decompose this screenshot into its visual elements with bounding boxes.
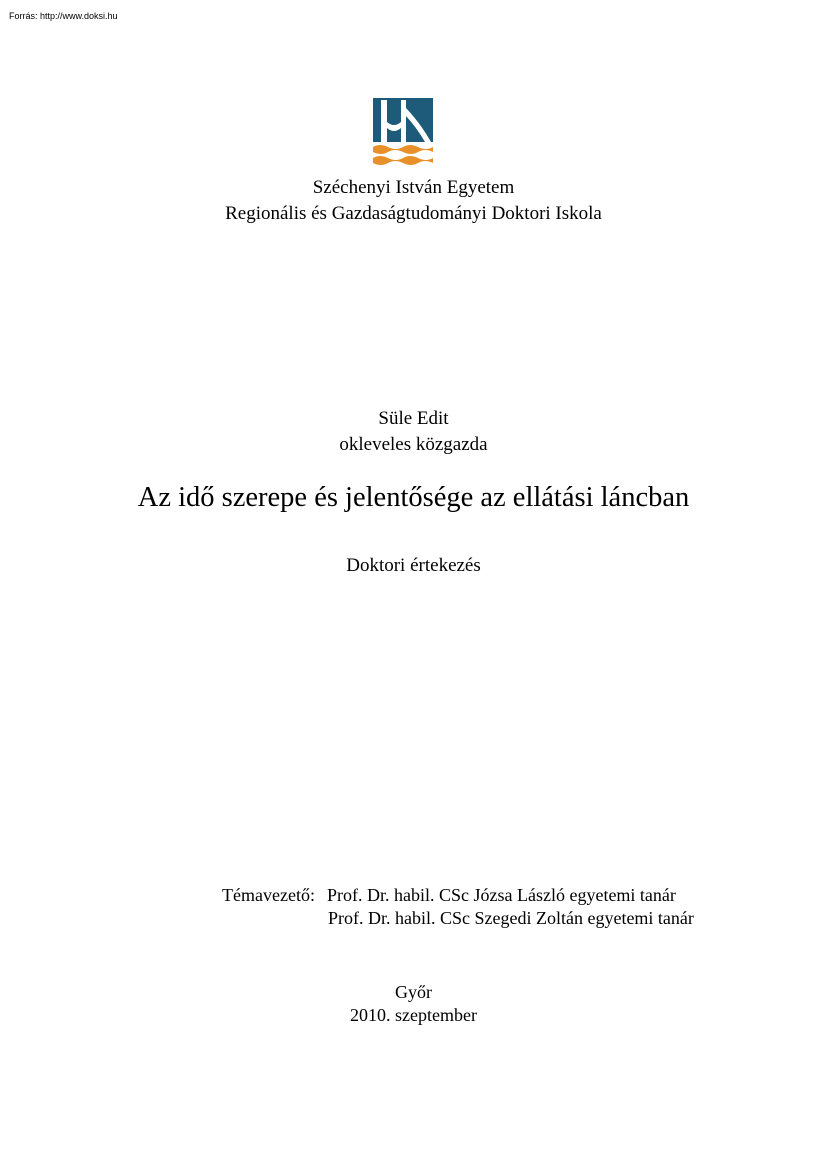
date: 2010. szeptember (350, 1005, 477, 1025)
supervisor-label: Témavezető: (222, 885, 315, 905)
supervisor-first: Prof. Dr. habil. CSc Józsa László egyetemi tanár (327, 885, 676, 905)
author-name: Süle Edit (378, 408, 449, 429)
logo-wave-1 (373, 145, 433, 154)
university-bridge-logo (373, 98, 433, 170)
doctoral-school-name: Regionális és Gazdaságtudományi Doktori Iskola (225, 203, 602, 224)
source-url: Forrás: http://www.doksi.hu (9, 11, 118, 21)
thesis-title: Az idő szerepe és jelentősége az ellátási láncban (137, 482, 690, 513)
logo-pillar-left (381, 100, 387, 142)
logo-wave-2 (373, 156, 433, 165)
university-name: Széchenyi István Egyetem (312, 177, 515, 198)
author-degree: okleveles közgazda (339, 434, 488, 455)
place: Győr (395, 982, 432, 1002)
supervisor-second: Prof. Dr. habil. CSc Szegedi Zoltán egyetemi tanár (328, 908, 694, 928)
logo-pillar-right (401, 100, 406, 142)
thesis-type: Doktori értekezés (346, 555, 481, 576)
